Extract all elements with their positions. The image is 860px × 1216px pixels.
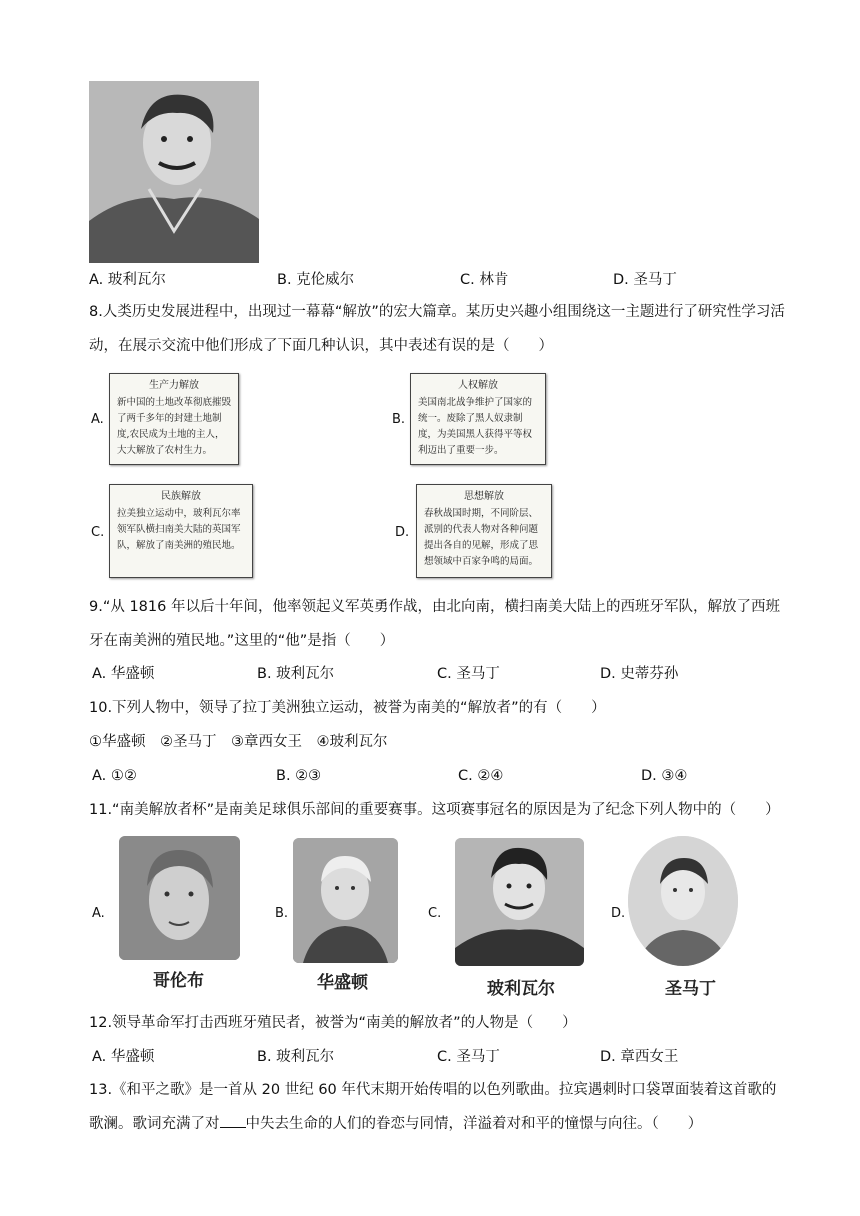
q11-option-c-image[interactable] (455, 838, 584, 966)
q12-option-b[interactable]: B. 玻利瓦尔 (257, 1049, 335, 1065)
q11-option-a-caption: 哥伦布 (153, 971, 204, 991)
card-title: 生产力解放 (149, 380, 199, 391)
q12-stem: 12.领导革命军打击西班牙殖民者，被誉为“南美的解放者”的人物是（ ） (89, 1015, 577, 1031)
card-body: 新中国的土地改革彻底摧毁了两千多年的封建土地制度,农民成为土地的主人，大大解放了农村生力。 (117, 397, 232, 456)
q9-option-a[interactable]: A. 华盛顿 (92, 666, 155, 682)
q12-option-c[interactable]: C. 圣马丁 (437, 1049, 500, 1065)
q10-option-c[interactable]: C. ②④ (458, 768, 504, 784)
q11-option-c-letter[interactable]: C. (428, 906, 442, 921)
portrait-drawing (89, 81, 259, 263)
portrait-drawing (455, 838, 584, 966)
q12-option-d[interactable]: D. 章西女王 (600, 1049, 679, 1065)
q8-option-b-card[interactable] (410, 373, 546, 465)
q8-option-d-card[interactable] (416, 484, 552, 578)
q8-option-c-letter[interactable]: C. (91, 525, 105, 540)
portrait-drawing (293, 838, 398, 963)
q11-option-d-image[interactable] (628, 836, 738, 966)
q10-option-a[interactable]: A. ①② (92, 768, 137, 784)
q9-option-c[interactable]: C. 圣马丁 (437, 666, 500, 682)
card-title: 人权解放 (458, 380, 498, 391)
q11-option-b-image[interactable] (293, 838, 398, 963)
q11-option-b-letter[interactable]: B. (275, 906, 289, 921)
q10-option-d[interactable]: D. ③④ (641, 768, 688, 784)
q8-option-d-letter[interactable]: D. (395, 525, 410, 540)
q7-option-c[interactable]: C. 林肯 (460, 272, 509, 288)
q13-blank[interactable] (220, 1111, 246, 1128)
q8-option-a-card[interactable] (109, 373, 239, 465)
q9-stem: 9.“从 1816 年以后十年间，他率领起义军英勇作战，由北向南，横扫南美大陆上的西班牙军队，解放了西班牙在南美洲的殖民地。”这里的“他”是指（ ） (89, 599, 780, 649)
q11-option-a-letter[interactable]: A. (92, 906, 105, 921)
q11-option-c-caption: 玻利瓦尔 (487, 979, 555, 999)
q10-stem: 10.下列人物中，领导了拉丁美洲独立运动，被誉为南美的“解放者”的有（ ） (89, 700, 606, 716)
q13-stem (89, 1073, 789, 1141)
card-title: 思想解放 (464, 491, 504, 502)
q10-items: ①华盛顿 ②圣马丁 ③章西女王 ④玻利瓦尔 (89, 734, 388, 750)
q8-option-c-card[interactable] (109, 484, 253, 578)
portrait-drawing (119, 836, 240, 960)
q7-option-b[interactable]: B. 克伦威尔 (277, 272, 355, 288)
q7-option-d[interactable]: D. 圣马丁 (613, 272, 677, 288)
q13-stem-before: 13.《和平之歌》是一首从 20 世纪 60 年代末期开始传唱的以色列歌曲。拉宾遇刺时口袋罩面装着这首歌的歌澜。歌词充满了对 (89, 1082, 777, 1132)
q10-option-b[interactable]: B. ②③ (276, 768, 322, 784)
card-body: 美国南北战争维护了国家的统一。废除了黑人奴隶制度，为美国黑人获得平等权利迈出了重要一步。 (418, 397, 533, 456)
q7-option-a[interactable]: A. 玻利瓦尔 (89, 272, 166, 288)
q8-option-a-letter[interactable]: A. (91, 412, 104, 427)
q7-portrait-image (89, 81, 259, 263)
card-title: 民族解放 (161, 491, 201, 502)
card-body: 春秋战国时期，不同阶层、派别的代表人物对各种问题提出各自的见解，形成了思想领域中百家争鸣的局面。 (424, 508, 539, 567)
q9-option-b[interactable]: B. 玻利瓦尔 (257, 666, 335, 682)
card-body: 拉美独立运动中，玻利瓦尔率领军队横扫南美大陆的英国军队，解放了南美洲的殖民地。 (117, 508, 241, 551)
q11-option-a-image[interactable] (119, 836, 240, 960)
q11-option-b-caption: 华盛顿 (317, 973, 368, 993)
q8-option-b-letter[interactable]: B. (392, 412, 406, 427)
q8-stem: 8.人类历史发展进程中，出现过一幕幕“解放”的宏大篇章。某历史兴趣小组围绕这一主题进行了研究性学习活动，在展示交流中他们形成了下面几种认识，其中表述有误的是（ ） (89, 304, 785, 354)
q11-option-d-letter[interactable]: D. (611, 906, 626, 921)
q9-option-d[interactable]: D. 史蒂芬孙 (600, 666, 679, 682)
q13-stem-after: 中失去生命的人们的眷恋与同情，洋溢着对和平的憧憬与向往。（ ） (245, 1116, 703, 1132)
q11-stem: 11.“南美解放者杯”是南美足球俱乐部间的重要赛事。这项赛事冠名的原因是为了纪念下列人物中的（ ） (89, 802, 780, 818)
portrait-drawing (628, 836, 738, 966)
q12-option-a[interactable]: A. 华盛顿 (92, 1049, 155, 1065)
q11-option-d-caption: 圣马丁 (665, 979, 716, 999)
